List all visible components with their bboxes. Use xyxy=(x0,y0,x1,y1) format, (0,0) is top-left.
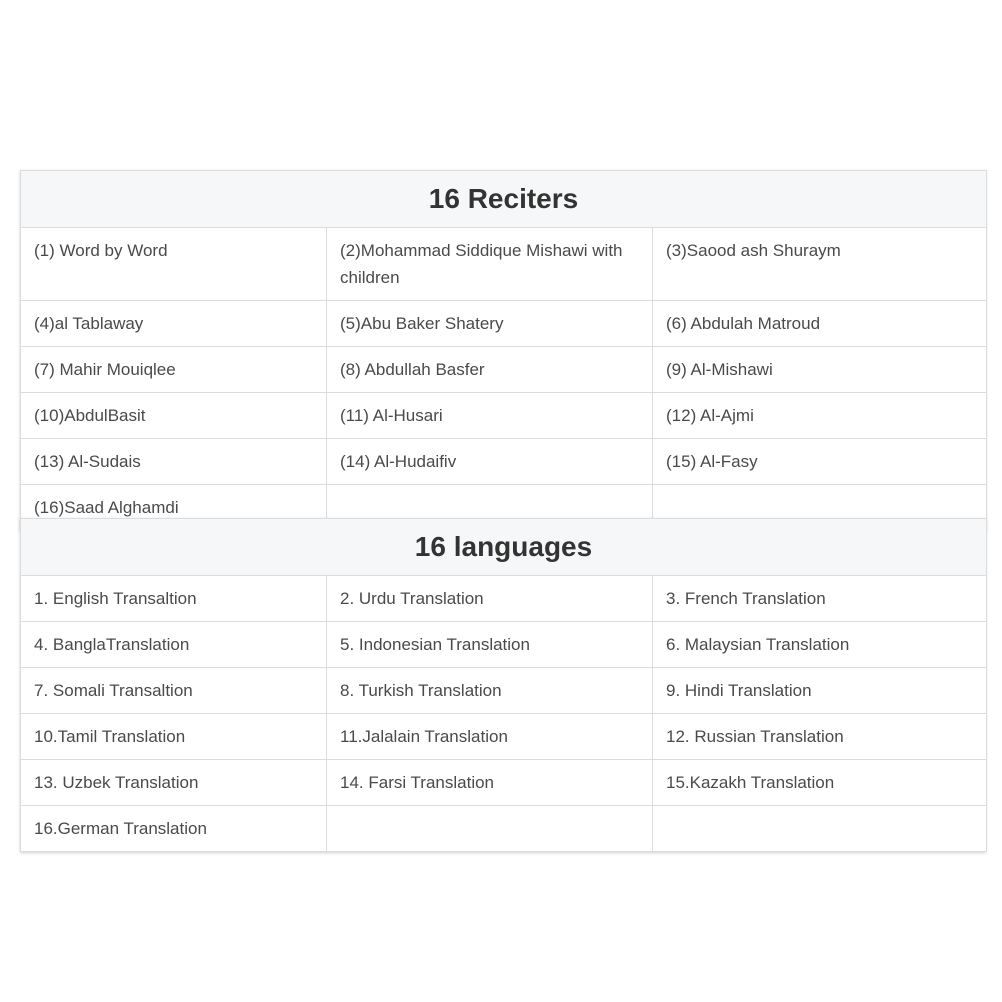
languages-grid xyxy=(20,518,987,852)
table-cell: (5)Abu Baker Shatery xyxy=(327,301,653,347)
table-cell: (14) Al-Hudaifiv xyxy=(327,439,653,485)
table-cell: 4. BanglaTranslation xyxy=(21,622,327,668)
table-cell: (9) Al-Mishawi xyxy=(653,347,987,393)
reciters-title: 16 Reciters xyxy=(21,171,987,228)
table-row xyxy=(21,668,987,714)
table-cell: 16.German Translation xyxy=(21,806,327,852)
table-row xyxy=(21,301,987,347)
languages-title: 16 languages xyxy=(21,519,987,576)
languages-table xyxy=(20,518,986,852)
table-cell: 13. Uzbek Translation xyxy=(21,760,327,806)
table-row xyxy=(21,576,987,622)
table-cell: (7) Mahir Mouiqlee xyxy=(21,347,327,393)
table-cell xyxy=(327,806,653,852)
table-cell: 6. Malaysian Translation xyxy=(653,622,987,668)
table-cell: (4)al Tablaway xyxy=(21,301,327,347)
table-cell: (6) Abdulah Matroud xyxy=(653,301,987,347)
table-cell xyxy=(653,806,987,852)
table-cell: 3. French Translation xyxy=(653,576,987,622)
table-cell: 12. Russian Translation xyxy=(653,714,987,760)
table-cell: 5. Indonesian Translation xyxy=(327,622,653,668)
table-cell: (11) Al-Husari xyxy=(327,393,653,439)
table-row xyxy=(21,393,987,439)
table-cell: (16)Saad Alghamdi xyxy=(21,485,327,531)
table-row xyxy=(21,714,987,760)
table-cell: 10.Tamil Translation xyxy=(21,714,327,760)
reciters-table xyxy=(20,170,986,531)
table-row xyxy=(21,228,987,301)
table-cell: (1) Word by Word xyxy=(21,228,327,301)
table-cell: 15.Kazakh Translation xyxy=(653,760,987,806)
table-cell: 9. Hindi Translation xyxy=(653,668,987,714)
table-cell: (2)Mohammad Siddique Mishawi with children xyxy=(327,228,653,301)
table-row xyxy=(21,760,987,806)
table-cell: 1. English Transaltion xyxy=(21,576,327,622)
table-cell: (10)AbdulBasit xyxy=(21,393,327,439)
table-cell: 2. Urdu Translation xyxy=(327,576,653,622)
table-cell: (12) Al-Ajmi xyxy=(653,393,987,439)
table-cell: 8. Turkish Translation xyxy=(327,668,653,714)
table-cell: (8) Abdullah Basfer xyxy=(327,347,653,393)
reciters-grid xyxy=(20,170,987,531)
table-cell: 11.Jalalain Translation xyxy=(327,714,653,760)
table-cell: (13) Al-Sudais xyxy=(21,439,327,485)
table-row xyxy=(21,806,987,852)
table-row xyxy=(21,622,987,668)
table-cell: (3)Saood ash Shuraym xyxy=(653,228,987,301)
table-row xyxy=(21,439,987,485)
table-cell: 7. Somali Transaltion xyxy=(21,668,327,714)
table-cell: 14. Farsi Translation xyxy=(327,760,653,806)
table-cell: (15) Al-Fasy xyxy=(653,439,987,485)
table-row xyxy=(21,347,987,393)
